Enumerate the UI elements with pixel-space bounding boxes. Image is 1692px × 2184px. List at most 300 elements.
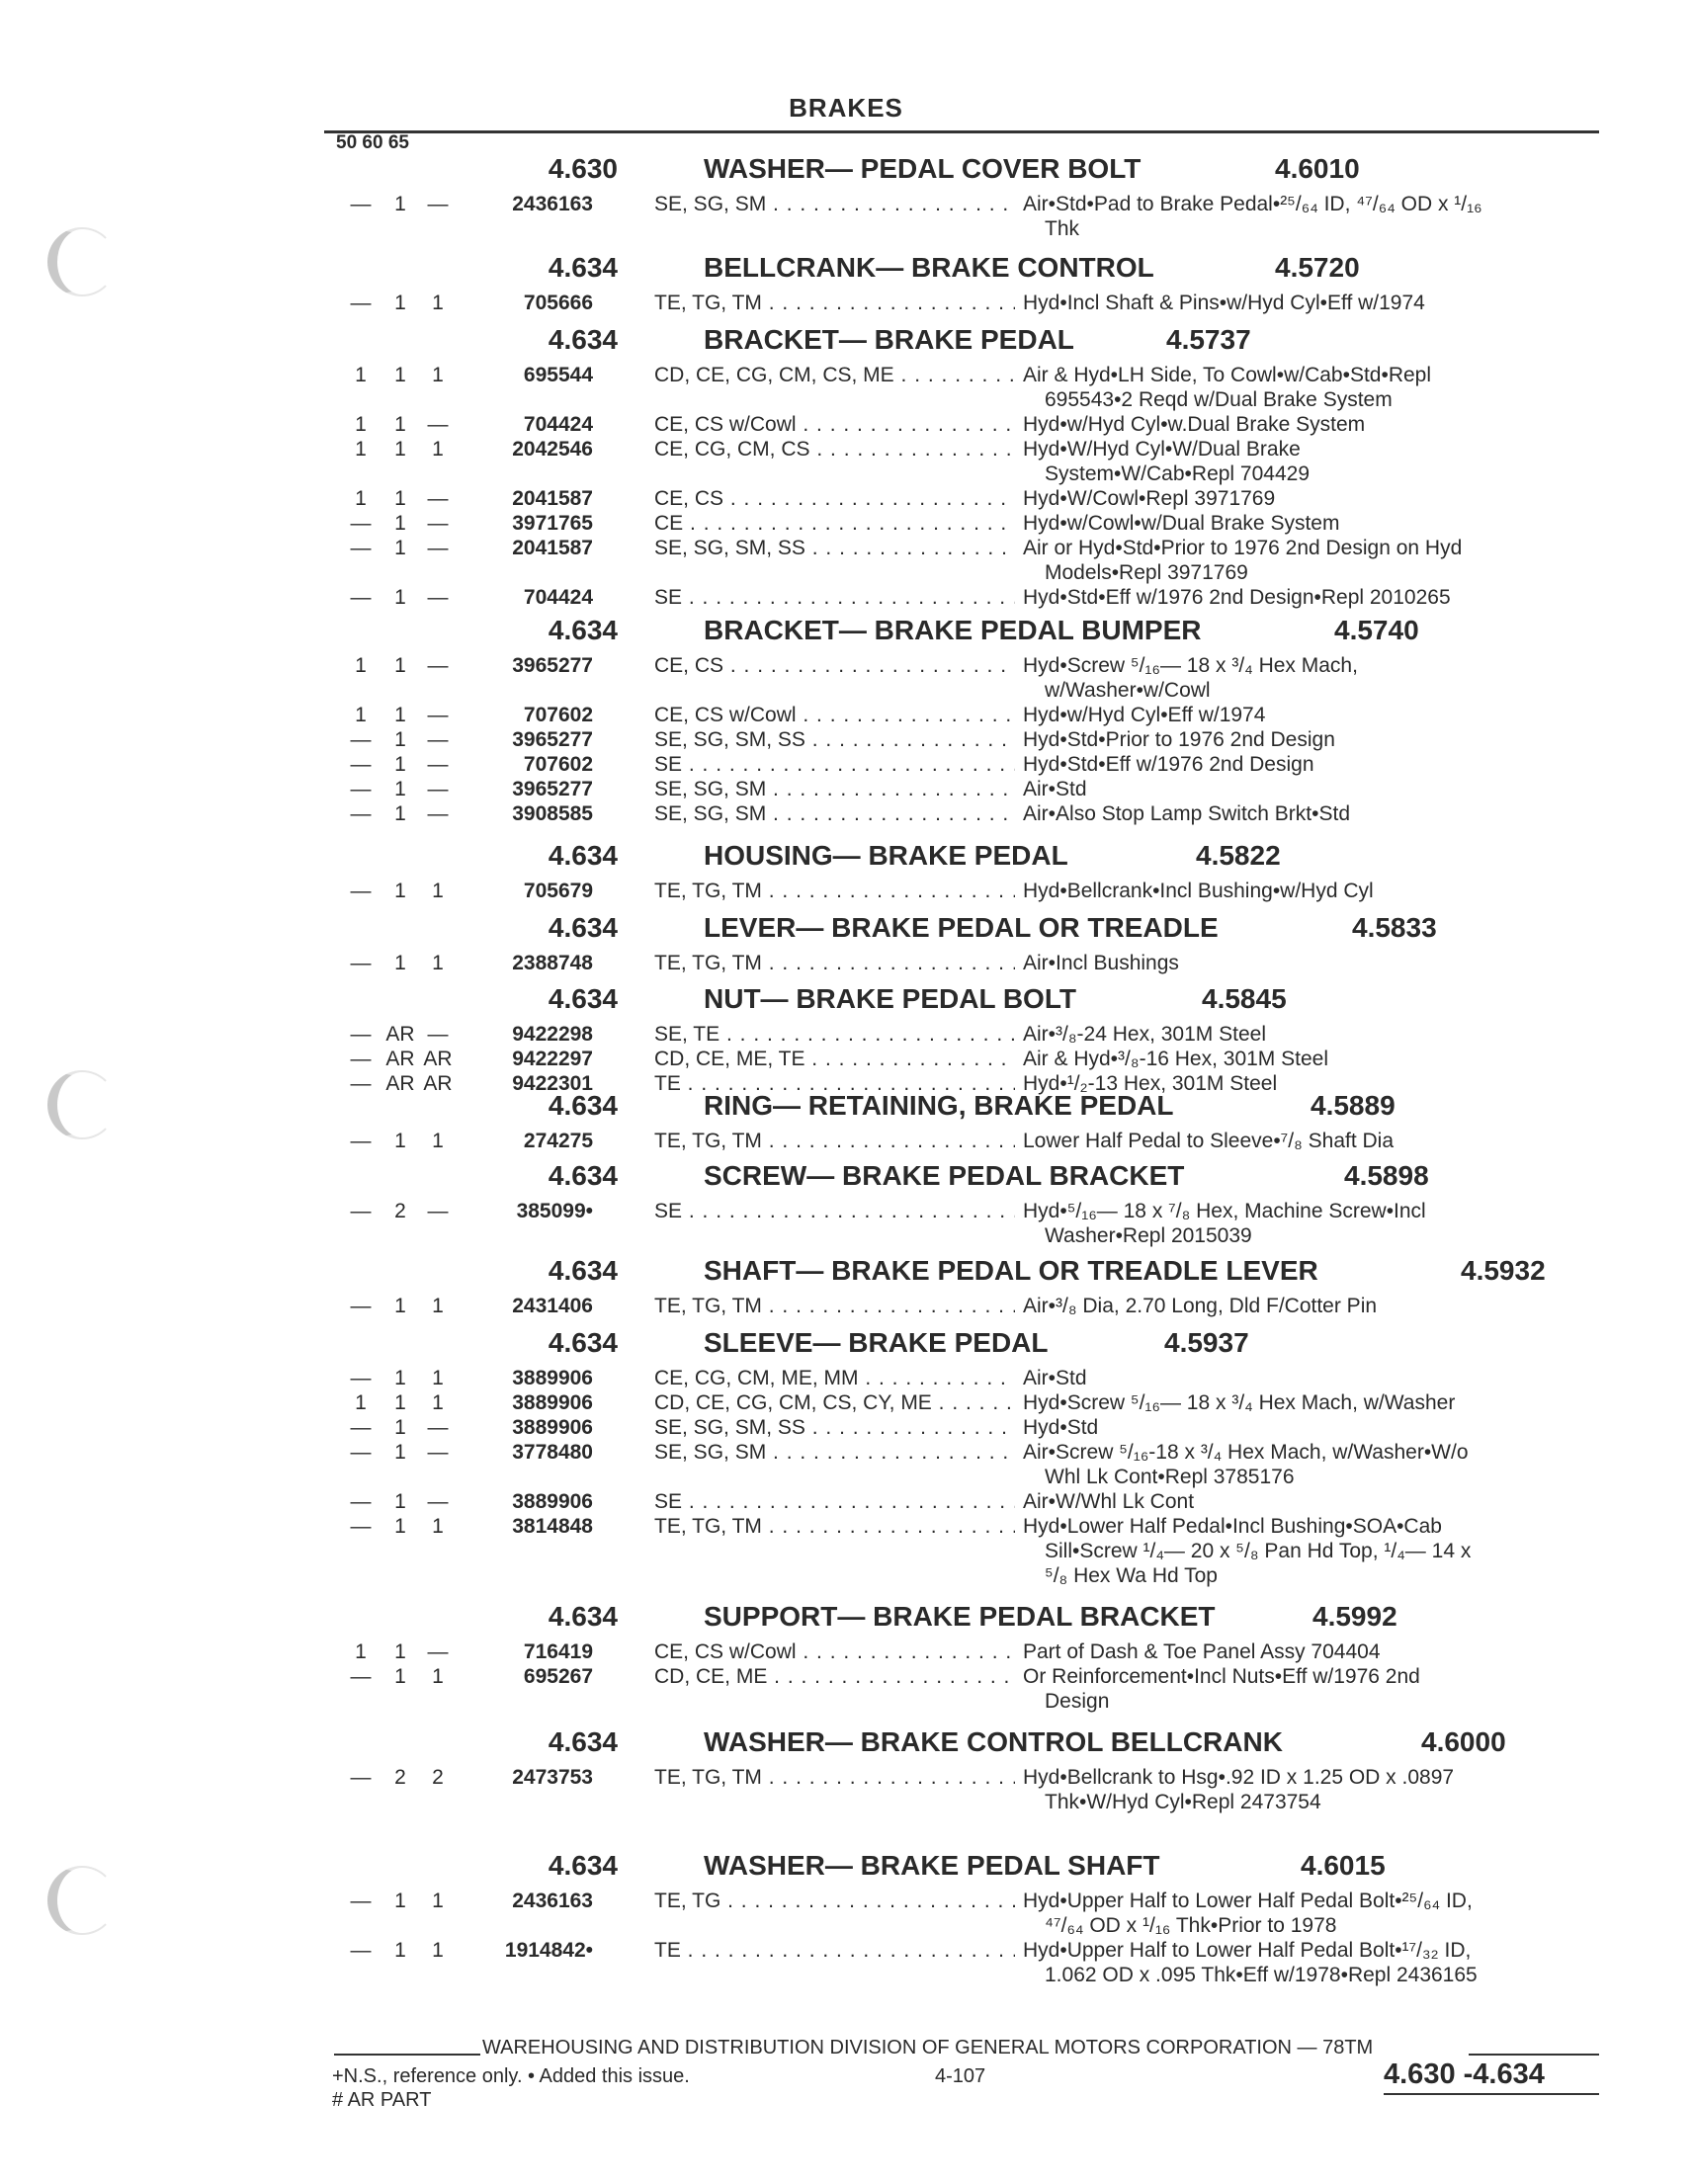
part-number: 707602 [523, 704, 593, 726]
qty-1965: — [427, 654, 449, 677]
group-header [0, 1160, 1692, 1194]
application-models: TE, TG, TM . . . [654, 1129, 1015, 1153]
qty-1960: 1 [394, 586, 406, 609]
description-line: Hyd•Lower Half Pedal•Incl Bushing•SOA•Cab [1023, 1515, 1442, 1538]
description-line: Hyd•¹/₂-13 Hex, 301M Steel [1023, 1072, 1278, 1095]
part-number: 705679 [523, 880, 593, 902]
part-number: 3889906 [512, 1367, 593, 1389]
description-line: Hyd•Screw ⁵/₁₆— 18 x ³/₄ Hex Mach, [1023, 654, 1358, 677]
qty-1950: — [350, 1490, 372, 1513]
application-models: TE, TG, TM . . . [654, 291, 1015, 315]
qty-1950: — [350, 1416, 372, 1439]
application-models: TE . . . [654, 1938, 1015, 1963]
group-number: 4.5833 [1352, 912, 1437, 943]
qty-1965: — [427, 586, 449, 609]
description-line: Hyd•Upper Half to Lower Half Pedal Bolt•²⁵/₆₄ ID, [1023, 1890, 1473, 1912]
description-line: Hyd•w/Hyd Cyl•Eff w/1974 [1023, 704, 1266, 726]
group-header [0, 1090, 1692, 1124]
qty-1960: 1 [394, 753, 406, 776]
description-line: Hyd•W/Hyd Cyl•W/Dual Brake [1023, 438, 1301, 461]
qty-1960: 1 [394, 654, 406, 677]
qty-1950: 1 [355, 654, 367, 677]
description-line: Air•Also Stop Lamp Switch Brkt•Std [1023, 802, 1350, 825]
description-line: 695543•2 Reqd w/Dual Brake System [1045, 388, 1393, 411]
description-line: Sill•Screw ¹/₄— 20 x ⁵/₈ Pan Hd Top, ¹/₄— 14 x [1045, 1540, 1472, 1562]
part-description [1023, 291, 1596, 315]
application-models: CE, CG, CM, CS . . . [654, 437, 1015, 462]
group-header [0, 912, 1692, 946]
group-code: 4.634 [548, 1601, 618, 1632]
description-line: Washer•Repl 2015039 [1045, 1224, 1252, 1247]
description-line: Hyd•Std•Prior to 1976 2nd Design [1023, 728, 1335, 751]
description-line: Hyd•Std•Eff w/1976 2nd Design [1023, 753, 1314, 776]
qty-1960: 1 [394, 1391, 406, 1414]
qty-1950: 1 [355, 438, 367, 461]
part-description [1023, 1440, 1596, 1489]
part-number: 2431406 [512, 1295, 593, 1317]
qty-1950: — [350, 193, 372, 215]
footer-rule [334, 2054, 480, 2056]
qty-1965: 1 [432, 1367, 444, 1389]
qty-1965: — [427, 1441, 449, 1464]
application-models: SE, SG, SM . . . [654, 777, 1015, 801]
part-number: 3965277 [512, 654, 593, 677]
part-description [1023, 511, 1596, 536]
group-code: 4.634 [548, 912, 618, 943]
qty-1950: — [350, 586, 372, 609]
part-description [1023, 1514, 1596, 1588]
qty-1960: 1 [394, 413, 406, 436]
description-line: Thk [1045, 217, 1080, 240]
part-description [1023, 1199, 1596, 1248]
description-line: Hyd•Bellcrank•Incl Bushing•w/Hyd Cyl [1023, 880, 1374, 902]
qty-1960: 1 [394, 364, 406, 386]
part-description [1023, 1938, 1596, 1987]
qty-1960: 2 [394, 1766, 406, 1789]
application-models: CE, CS . . . [654, 653, 1015, 678]
group-header [0, 1726, 1692, 1760]
part-description [1023, 951, 1596, 975]
qty-1950: — [350, 512, 372, 535]
application-models: SE . . . [654, 1199, 1015, 1223]
description-line: System•W/Cab•Repl 704429 [1045, 462, 1310, 485]
group-number: 4.6015 [1301, 1850, 1386, 1881]
qty-1950: — [350, 1665, 372, 1688]
description-line: Air & Hyd•LH Side, To Cowl•w/Cab•Std•Repl [1023, 364, 1432, 386]
part-number: 705666 [523, 292, 593, 314]
group-number: 4.5937 [1164, 1327, 1249, 1358]
qty-1965: — [427, 413, 449, 436]
qty-1960: 1 [394, 1490, 406, 1513]
qty-1960: 1 [394, 1665, 406, 1688]
group-name: NUT— BRAKE PEDAL BOLT [704, 983, 1076, 1014]
qty-1965: — [427, 1200, 449, 1222]
description-line: Hyd•Upper Half to Lower Half Pedal Bolt•¹⁷/₃₂ ID, [1023, 1939, 1472, 1962]
group-range: 4.630 -4.634 [1384, 2058, 1545, 2090]
qty-1965: AR [423, 1048, 453, 1070]
part-number: 3965277 [512, 778, 593, 800]
qty-1960: 1 [394, 1939, 406, 1962]
qty-1965: — [427, 728, 449, 751]
qty-1960: 1 [394, 802, 406, 825]
qty-1960: 1 [394, 1130, 406, 1152]
application-models: CD, CE, ME . . . [654, 1664, 1015, 1689]
description-line: Hyd•⁵/₁₆— 18 x ⁷/₈ Hex, Machine Screw•Incl [1023, 1200, 1426, 1222]
part-number: 3889906 [512, 1490, 593, 1513]
description-line: ⁴⁷/₆₄ OD x ¹/₁₆ Thk•Prior to 1978 [1045, 1914, 1337, 1937]
qty-1960: 1 [394, 1515, 406, 1538]
description-line: Hyd•Std•Eff w/1976 2nd Design•Repl 2010265 [1023, 586, 1451, 609]
application-models: CE, CS w/Cowl . . . [654, 412, 1015, 437]
qty-1960: 1 [394, 438, 406, 461]
group-name: SHAFT— BRAKE PEDAL OR TREADLE LEVER [704, 1255, 1318, 1286]
group-number: 4.5992 [1312, 1601, 1397, 1632]
description-line: Hyd•Incl Shaft & Pins•w/Hyd Cyl•Eff w/1974 [1023, 292, 1425, 314]
part-number: 9422297 [512, 1048, 593, 1070]
description-line: Air or Hyd•Std•Prior to 1976 2nd Design on Hyd [1023, 537, 1463, 559]
qty-1950: 1 [355, 364, 367, 386]
group-name: SCREW— BRAKE PEDAL BRACKET [704, 1160, 1185, 1191]
qty-1960: 1 [394, 778, 406, 800]
part-number: 274275 [523, 1130, 593, 1152]
description-line: Air•Std•Pad to Brake Pedal•²⁵/₆₄ ID, ⁴⁷/₆₄ OD x ¹/₁₆ [1023, 193, 1482, 215]
qty-1950: — [350, 1130, 372, 1152]
qty-1950: — [350, 1515, 372, 1538]
description-line: Air•W/Whl Lk Cont [1023, 1490, 1195, 1513]
qty-1965: 1 [432, 1890, 444, 1912]
application-models: TE, TG, TM . . . [654, 1765, 1015, 1790]
qty-1950: — [350, 1023, 372, 1046]
application-models: SE . . . [654, 752, 1015, 777]
part-description [1023, 801, 1596, 826]
group-name: HOUSING— BRAKE PEDAL [704, 840, 1068, 871]
qty-1965: — [427, 1416, 449, 1439]
application-models: CE . . . [654, 511, 1015, 536]
qty-1960: 1 [394, 1441, 406, 1464]
application-models: TE, TG, TM . . . [654, 1294, 1015, 1318]
part-number: 9422298 [512, 1023, 593, 1046]
part-number: 716419 [523, 1640, 593, 1663]
description-line: Lower Half Pedal to Sleeve•⁷/₈ Shaft Dia [1023, 1130, 1395, 1152]
qty-1950: — [350, 880, 372, 902]
description-line: Part of Dash & Toe Panel Assy 704404 [1023, 1640, 1381, 1663]
application-models: TE, TG, TM . . . [654, 951, 1015, 975]
qty-1950: — [350, 753, 372, 776]
group-header [0, 615, 1692, 648]
part-description [1023, 1639, 1596, 1664]
group-code: 4.630 [548, 153, 618, 184]
qty-1950: — [350, 1766, 372, 1789]
qty-1950: — [350, 1441, 372, 1464]
part-description [1023, 1889, 1596, 1938]
qty-1950: — [350, 1048, 372, 1070]
qty-1950: — [350, 952, 372, 974]
application-models: SE, TE . . . [654, 1022, 1015, 1047]
application-models: TE, TG . . . [654, 1889, 1015, 1913]
part-number: 695267 [523, 1665, 593, 1688]
qty-1965: — [427, 1490, 449, 1513]
qty-1965: AR [423, 1072, 453, 1095]
part-description [1023, 1129, 1596, 1153]
page-title: BRAKES [789, 93, 903, 123]
qty-1960: AR [385, 1023, 415, 1046]
group-code: 4.634 [548, 324, 618, 355]
part-description [1023, 777, 1596, 801]
application-models: SE, SG, SM, SS . . . [654, 1415, 1015, 1440]
group-name: SLEEVE— BRAKE PEDAL [704, 1327, 1049, 1358]
qty-1965: — [427, 778, 449, 800]
group-code: 4.634 [548, 1726, 618, 1757]
qty-1960: 2 [394, 1200, 406, 1222]
part-number: 3908585 [512, 802, 593, 825]
part-number: 2436163 [512, 1890, 593, 1912]
application-models: CE, CS w/Cowl . . . [654, 703, 1015, 727]
group-name: RING— RETAINING, BRAKE PEDAL [704, 1090, 1174, 1121]
group-code: 4.634 [548, 252, 618, 283]
qty-1950: — [350, 292, 372, 314]
part-number: 2388748 [512, 952, 593, 974]
group-name: WASHER— PEDAL COVER BOLT [704, 153, 1142, 184]
group-name: BRACKET— BRAKE PEDAL BUMPER [704, 615, 1202, 645]
qty-1960: 1 [394, 704, 406, 726]
footer-rule [1469, 2054, 1599, 2056]
description-line: Air•Std [1023, 1367, 1087, 1389]
qty-1950: — [350, 537, 372, 559]
part-number: 3965277 [512, 728, 593, 751]
part-description [1023, 879, 1596, 903]
qty-1965: — [427, 802, 449, 825]
qty-1960: 1 [394, 1295, 406, 1317]
description-line: Air & Hyd•³/₈-16 Hex, 301M Steel [1023, 1048, 1329, 1070]
footer-legend: +N.S., reference only. • Added this issue. [332, 2065, 690, 2087]
footer-legend-ar: # AR PART [332, 2089, 432, 2111]
header-rule [324, 130, 1599, 133]
part-description [1023, 585, 1596, 610]
description-line: Hyd•w/Cowl•w/Dual Brake System [1023, 512, 1340, 535]
part-description [1023, 363, 1596, 412]
qty-1965: — [427, 487, 449, 510]
qty-1965: — [427, 704, 449, 726]
qty-1965: 1 [432, 1391, 444, 1414]
part-description [1023, 486, 1596, 511]
year-columns-header: 50 60 65 [336, 132, 409, 153]
qty-1965: 1 [432, 1665, 444, 1688]
part-number: 9422301 [512, 1072, 593, 1095]
part-number: 3778480 [512, 1441, 593, 1464]
qty-1950: — [350, 1939, 372, 1962]
application-models: SE, SG, SM . . . [654, 801, 1015, 826]
description-line: Models•Repl 3971769 [1045, 561, 1248, 584]
part-number: 3971765 [512, 512, 593, 535]
group-name: BRACKET— BRAKE PEDAL [704, 324, 1074, 355]
group-code: 4.634 [548, 1850, 618, 1881]
qty-1965: 1 [432, 1939, 444, 1962]
qty-1960: 1 [394, 1890, 406, 1912]
part-description [1023, 1489, 1596, 1514]
part-description [1023, 752, 1596, 777]
part-description [1023, 536, 1596, 585]
group-number: 4.5737 [1166, 324, 1251, 355]
part-description [1023, 412, 1596, 437]
part-number: 2041587 [512, 537, 593, 559]
application-models: SE . . . [654, 1489, 1015, 1514]
application-models: CE, CS . . . [654, 486, 1015, 511]
group-number: 4.5822 [1196, 840, 1281, 871]
footer-division: WAREHOUSING AND DISTRIBUTION DIVISION OF GENERAL MOTORS CORPORATION — 78TM [482, 2037, 1374, 2058]
part-description [1023, 1047, 1596, 1071]
qty-1950: 1 [355, 1640, 367, 1663]
group-code: 4.634 [548, 1327, 618, 1358]
group-header [0, 1327, 1692, 1361]
group-number: 4.5845 [1202, 983, 1287, 1014]
part-description [1023, 437, 1596, 486]
description-line: Or Reinforcement•Incl Nuts•Eff w/1976 2nd [1023, 1665, 1420, 1688]
application-models: TE, TG, TM . . . [654, 1514, 1015, 1539]
qty-1960: 1 [394, 487, 406, 510]
description-line: Hyd•Std [1023, 1416, 1099, 1439]
qty-1960: 1 [394, 1416, 406, 1439]
group-name: BELLCRANK— BRAKE CONTROL [704, 252, 1154, 283]
description-line: Hyd•Bellcrank to Hsg•.92 ID x 1.25 OD x .0897 [1023, 1766, 1455, 1789]
qty-1960: 1 [394, 1367, 406, 1389]
part-description [1023, 653, 1596, 703]
qty-1965: 2 [432, 1766, 444, 1789]
group-number: 4.6000 [1421, 1726, 1506, 1757]
group-header [0, 1601, 1692, 1635]
group-number: 4.5720 [1275, 252, 1360, 283]
qty-1960: 1 [394, 952, 406, 974]
description-line: Design [1045, 1690, 1110, 1713]
part-number: 3889906 [512, 1391, 593, 1414]
group-header [0, 153, 1692, 187]
description-line: ⁵/₈ Hex Wa Hd Top [1045, 1564, 1218, 1587]
part-description [1023, 727, 1596, 752]
qty-1960: 1 [394, 728, 406, 751]
part-description [1023, 1366, 1596, 1390]
qty-1950: — [350, 778, 372, 800]
part-number: 2042546 [512, 438, 593, 461]
qty-1960: 1 [394, 292, 406, 314]
qty-1960: AR [385, 1072, 415, 1095]
application-models: SE, SG, SM . . . [654, 1440, 1015, 1465]
qty-1965: — [427, 753, 449, 776]
group-name: LEVER— BRAKE PEDAL OR TREADLE [704, 912, 1219, 943]
qty-1965: — [427, 512, 449, 535]
group-number: 4.6010 [1275, 153, 1360, 184]
qty-1960: 1 [394, 193, 406, 215]
qty-1950: — [350, 1072, 372, 1095]
part-description [1023, 1390, 1596, 1415]
part-description [1023, 1664, 1596, 1714]
group-header [0, 1255, 1692, 1289]
application-models: SE, SG, SM, SS . . . [654, 727, 1015, 752]
part-description [1023, 192, 1596, 241]
description-line: w/Washer•w/Cowl [1045, 679, 1211, 702]
application-models: CD, CE, ME, TE . . . [654, 1047, 1015, 1071]
group-header [0, 840, 1692, 874]
qty-1965: 1 [432, 1515, 444, 1538]
qty-1965: — [427, 537, 449, 559]
part-description [1023, 1294, 1596, 1318]
qty-1965: 1 [432, 364, 444, 386]
qty-1950: 1 [355, 487, 367, 510]
application-models: SE, SG, SM, SS . . . [654, 536, 1015, 560]
group-header [0, 252, 1692, 286]
qty-1950: — [350, 728, 372, 751]
part-number: 2041587 [512, 487, 593, 510]
application-models: CD, CE, CG, CM, CS, ME . . . [654, 363, 1015, 387]
description-line: Air•Std [1023, 778, 1087, 800]
description-line: Hyd•W/Cowl•Repl 3971769 [1023, 487, 1276, 510]
qty-1965: — [427, 1640, 449, 1663]
description-line: Thk•W/Hyd Cyl•Repl 2473754 [1045, 1791, 1321, 1813]
part-number: 707602 [523, 753, 593, 776]
qty-1960: 1 [394, 880, 406, 902]
qty-1965: 1 [432, 1130, 444, 1152]
application-models: SE . . . [654, 585, 1015, 610]
part-description [1023, 1415, 1596, 1440]
application-models: CE, CS w/Cowl . . . [654, 1639, 1015, 1664]
part-number: 704424 [523, 586, 593, 609]
group-code: 4.634 [548, 840, 618, 871]
group-number: 4.5889 [1311, 1090, 1396, 1121]
qty-1950: — [350, 1200, 372, 1222]
group-header [0, 1850, 1692, 1884]
qty-1960: 1 [394, 512, 406, 535]
group-code: 4.634 [548, 1255, 618, 1286]
qty-1950: 1 [355, 413, 367, 436]
description-line: Air•³/₈ Dia, 2.70 Long, Dld F/Cotter Pin [1023, 1295, 1378, 1317]
application-models: SE, SG, SM . . . [654, 192, 1015, 216]
description-line: Air•Incl Bushings [1023, 952, 1179, 974]
qty-1965: — [427, 1023, 449, 1046]
group-number: 4.5898 [1344, 1160, 1429, 1191]
footer-rule [1384, 2093, 1599, 2095]
part-number: 2473753 [512, 1766, 593, 1789]
qty-1965: — [427, 193, 449, 215]
description-line: Whl Lk Cont•Repl 3785176 [1045, 1466, 1295, 1488]
part-number: 695544 [523, 364, 593, 386]
group-code: 4.634 [548, 983, 618, 1014]
part-number: 2436163 [512, 193, 593, 215]
qty-1950: — [350, 802, 372, 825]
qty-1960: 1 [394, 1640, 406, 1663]
qty-1950: — [350, 1367, 372, 1389]
group-header [0, 324, 1692, 358]
group-code: 4.634 [548, 615, 618, 645]
group-number: 4.5932 [1461, 1255, 1546, 1286]
application-models: TE . . . [654, 1071, 1015, 1096]
group-code: 4.634 [548, 1160, 618, 1191]
qty-1965: 1 [432, 880, 444, 902]
part-number: 3814848 [512, 1515, 593, 1538]
group-header [0, 983, 1692, 1017]
qty-1965: 1 [432, 438, 444, 461]
part-description [1023, 1022, 1596, 1047]
qty-1960: AR [385, 1048, 415, 1070]
part-number: 385099• [516, 1200, 593, 1222]
part-number: 1914842• [504, 1939, 593, 1962]
group-number: 4.5740 [1334, 615, 1419, 645]
application-models: CD, CE, CG, CM, CS, CY, ME . . . [654, 1390, 1015, 1415]
part-description [1023, 1765, 1596, 1814]
qty-1950: — [350, 1295, 372, 1317]
qty-1960: 1 [394, 537, 406, 559]
part-number: 3889906 [512, 1416, 593, 1439]
qty-1950: 1 [355, 704, 367, 726]
part-number: 704424 [523, 413, 593, 436]
page-number: 4-107 [935, 2065, 986, 2087]
